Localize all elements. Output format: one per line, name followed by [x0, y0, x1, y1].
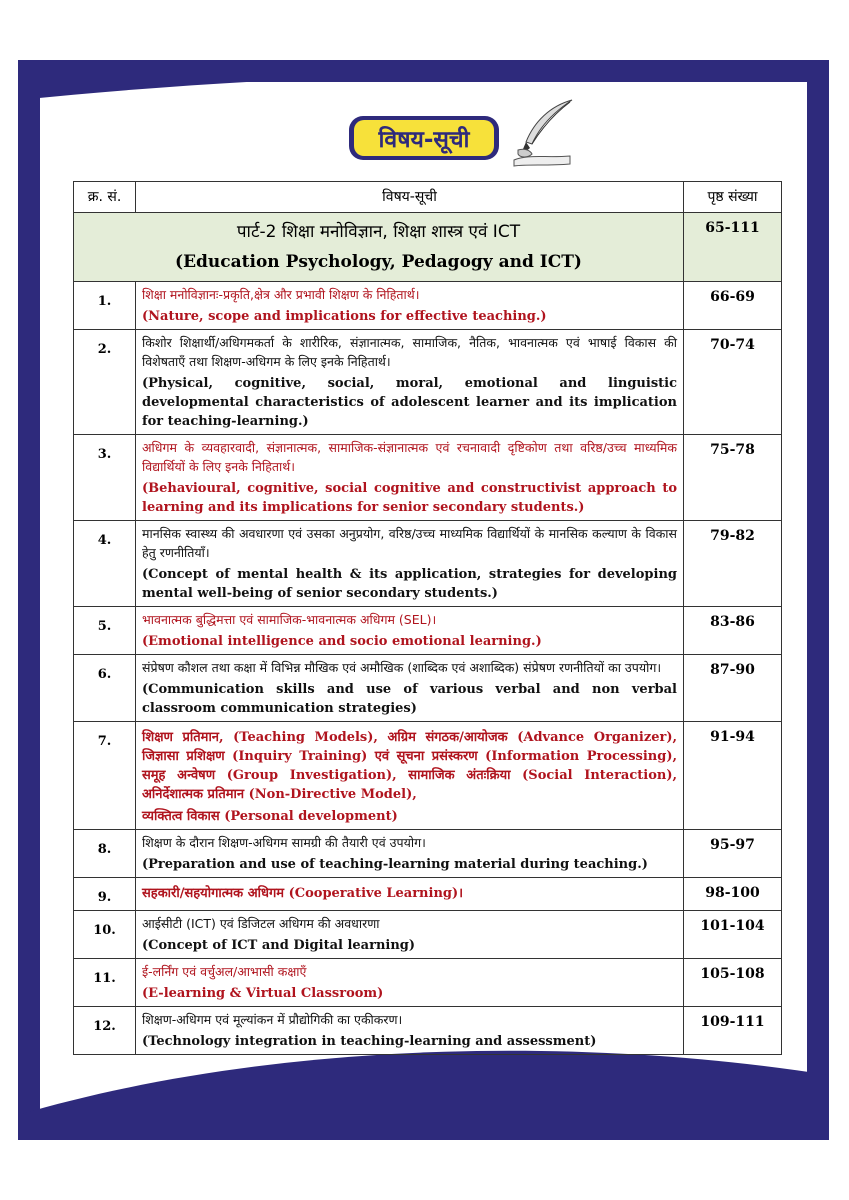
table-row — [74, 959, 782, 1007]
header-topic: विषय-सूची — [136, 182, 684, 213]
row-topic-hindi: अधिगम के व्यवहारवादी, संज्ञानात्मक, सामाजिक-संज्ञानात्मक एवं रचनावादी दृष्टिकोण तथा वरिष्ठ/उच्च माध्यमिक विद्यार्थियों के लिए इनके निहितार्थ। — [142, 440, 677, 474]
row-topic-english: (Physical, cognitive, social, moral, emotional and linguistic developmental characteristics of adolescent learner and its implication for teaching-learning.) — [142, 376, 677, 429]
row-number: 9. — [74, 878, 136, 911]
row-topic-hindi: संप्रेषण कौशल तथा कक्षा में विभिन्न मौखिक एवं अमौखिक (शाब्दिक एवं अशाब्दिक) संप्रेषण रणनीतियों का उपयोग। — [142, 660, 662, 675]
table-row — [74, 878, 782, 911]
row-topic-english: (Behavioural, cognitive, social cognitive and constructivist approach to learning and its implications for senior secondary students.) — [142, 481, 677, 515]
top-swoosh — [18, 60, 829, 100]
header-sno: क्र. सं. — [74, 182, 136, 213]
row-pages: 95-97 — [684, 830, 782, 878]
row-pages: 98-100 — [684, 878, 782, 911]
row-topic-mixed-2: व्यक्तित्व विकास (Personal development) — [142, 809, 398, 824]
row-number: 8. — [74, 830, 136, 878]
row-number: 1. — [74, 282, 136, 330]
row-pages: 91-94 — [684, 722, 782, 830]
row-pages: 109-111 — [684, 1007, 782, 1055]
row-number: 4. — [74, 521, 136, 607]
row-topic-hindi: मानसिक स्वास्थ्य की अवधारणा एवं उसका अनुप्रयोग, वरिष्ठ/उच्च माध्यमिक विद्यार्थियों के मानसिक कल्याण के विकास हेतु रणनीतियाँ। — [142, 526, 677, 560]
table-row — [74, 911, 782, 959]
row-topic-hindi: आईसीटी (ICT) एवं डिजिटल अधिगम की अवधारणा — [142, 916, 380, 931]
row-topic-english: (Concept of ICT and Digital learning) — [142, 938, 416, 953]
table-row — [74, 830, 782, 878]
row-topic-english: (E-learning & Virtual Classroom) — [142, 986, 384, 1001]
row-topic-english: (Communication skills and use of various verbal and non verbal classroom communication strategies) — [142, 682, 677, 716]
part-row — [74, 213, 782, 282]
row-pages: 105-108 — [684, 959, 782, 1007]
table-row — [74, 655, 782, 722]
row-topic-mixed: शिक्षण प्रतिमान, (Teaching Models), अग्रिम संगठक/आयोजक (Advance Organizer), जिज्ञासा प्रशिक्षण (Inquiry Training) एवं सूचना प्रसंस्करण (Information Processing), समूह अन्वेषण (Group Investigation), सामाजिक अंतःक्रिया (Social Interaction), अनिर्देशात्मक प्रतिमान (Non-Directive Model), — [142, 730, 677, 802]
table-row — [74, 330, 782, 435]
row-topic-hindi: किशोर शिक्षार्थी/अधिगमकर्ता के शारीरिक, संज्ञानात्मक, सामाजिक, नैतिक, भावनात्मक एवं भाषाई विकास की विशेषताएँ तथा शिक्षण-अधिगम के लिए इनके निहितार्थ। — [142, 335, 677, 369]
table-row — [74, 607, 782, 655]
row-pages: 83-86 — [684, 607, 782, 655]
title-badge — [349, 116, 499, 160]
table-row — [74, 1007, 782, 1055]
row-number: 10. — [74, 911, 136, 959]
table-row — [74, 722, 782, 830]
row-number: 5. — [74, 607, 136, 655]
row-topic-english: (Preparation and use of teaching-learning material during teaching.) — [142, 857, 648, 872]
row-pages: 101-104 — [684, 911, 782, 959]
row-topic-english: (Concept of mental health & its application, strategies for developing mental well-being of senior secondary students.) — [142, 567, 677, 601]
quill-pen-icon — [510, 98, 578, 168]
header-row — [74, 182, 782, 213]
toc-table — [73, 181, 782, 1055]
bottom-swoosh — [18, 1040, 829, 1140]
row-number: 3. — [74, 435, 136, 521]
row-topic-english: (Nature, scope and implications for effective teaching.) — [142, 309, 547, 324]
header-page: पृष्ठ संख्या — [684, 182, 782, 213]
row-topic-english: (Technology integration in teaching-learning and assessment) — [142, 1034, 597, 1049]
row-pages: 87-90 — [684, 655, 782, 722]
row-topic-hindi: शिक्षण के दौरान शिक्षण-अधिगम सामग्री की तैयारी एवं उपयोग। — [142, 835, 426, 850]
row-number: 2. — [74, 330, 136, 435]
row-topic-hindi: शिक्षण-अधिगम एवं मूल्यांकन में प्रौद्योगिकी का एकीकरण। — [142, 1012, 403, 1027]
table-row — [74, 521, 782, 607]
row-number: 6. — [74, 655, 136, 722]
row-number: 12. — [74, 1007, 136, 1055]
part-pages: 65-111 — [684, 213, 782, 282]
row-topic-hindi: भावनात्मक बुद्धिमत्ता एवं सामाजिक-भावनात्मक अधिगम (SEL)। — [142, 612, 437, 627]
row-topic-english: (Emotional intelligence and socio emotional learning.) — [142, 634, 542, 649]
table-row — [74, 282, 782, 330]
row-pages: 75-78 — [684, 435, 782, 521]
table-row — [74, 435, 782, 521]
row-topic-hindi: ई-लर्निंग एवं वर्चुअल/आभासी कक्षाएँ — [142, 964, 307, 979]
part-title-english: (Education Psychology, Pedagogy and ICT) — [175, 252, 582, 272]
row-topic-hindi: शिक्षा मनोविज्ञानः-प्रकृति,क्षेत्र और प्रभावी शिक्षण के निहितार्थ। — [142, 287, 420, 302]
row-topic-mixed: सहकारी/सहयोगात्मक अधिगम (Cooperative Learning)। — [142, 886, 464, 901]
row-number: 11. — [74, 959, 136, 1007]
page-title: विषय-सूची — [354, 120, 494, 156]
row-pages: 79-82 — [684, 521, 782, 607]
part-title-hindi: पार्ट-2 शिक्षा मनोविज्ञान, शिक्षा शास्त्र एवं ICT — [236, 222, 521, 242]
row-pages: 66-69 — [684, 282, 782, 330]
row-number: 7. — [74, 722, 136, 830]
row-pages: 70-74 — [684, 330, 782, 435]
